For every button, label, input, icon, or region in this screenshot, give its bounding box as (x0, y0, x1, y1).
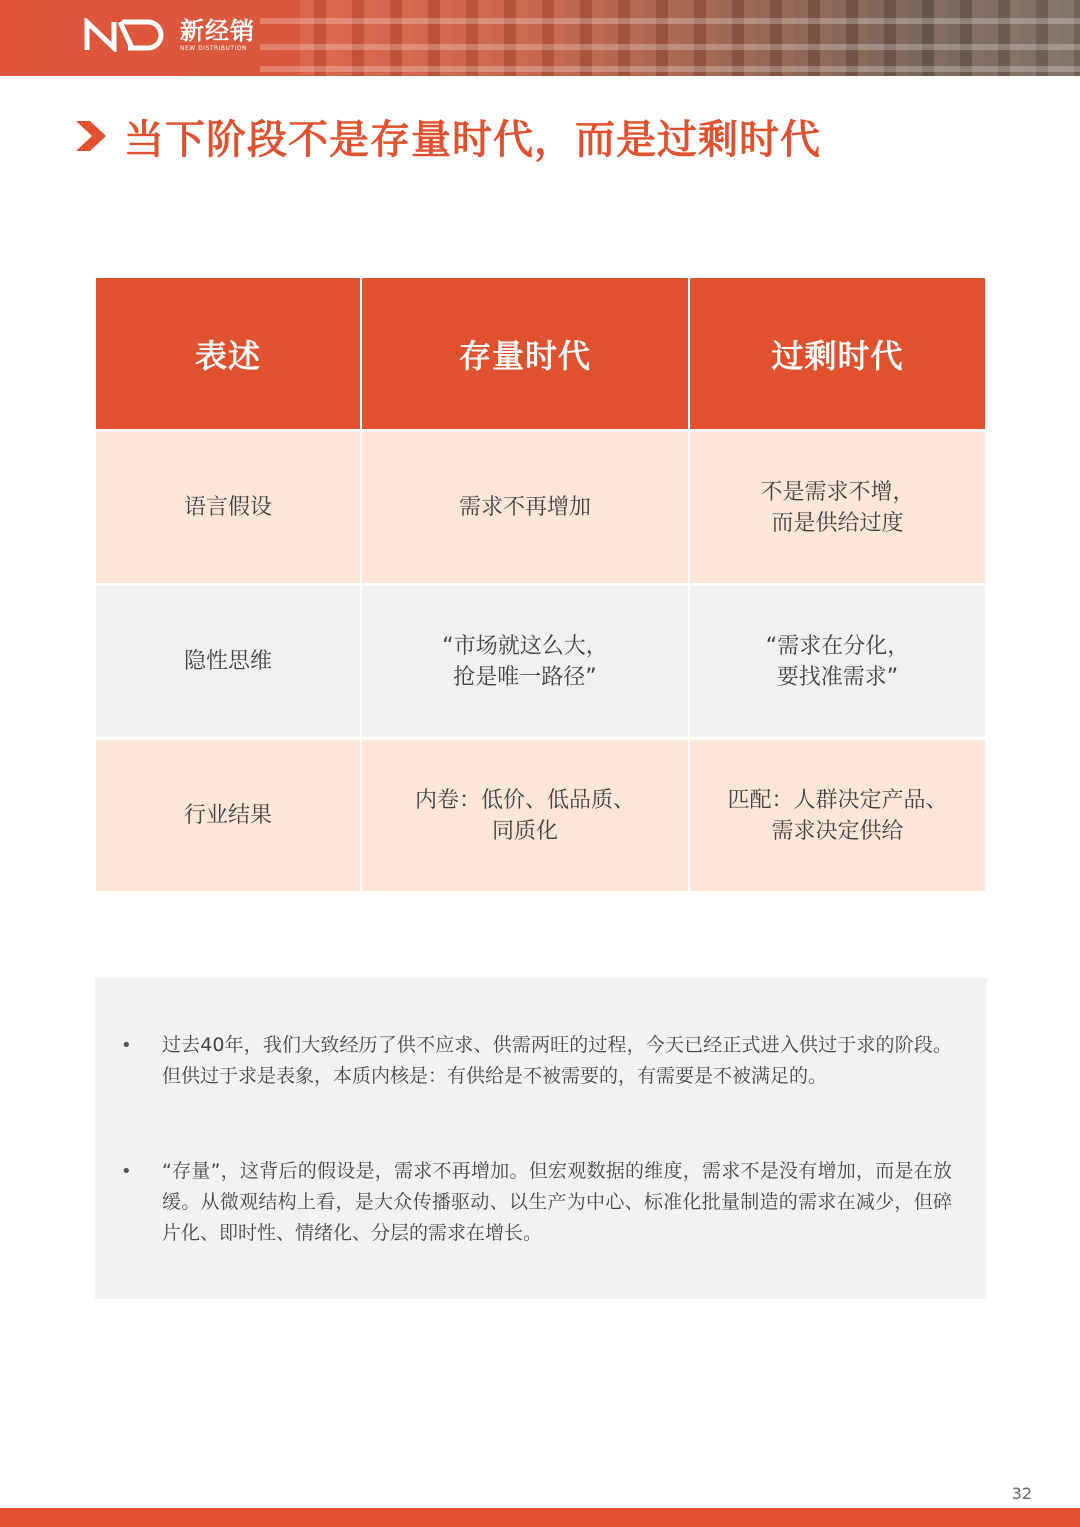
brand-logo (84, 18, 255, 52)
table-cell-surplus (690, 432, 985, 583)
cell-text: 不是需求不增， 而是供给过度 (760, 479, 915, 536)
page-title-row (74, 108, 821, 164)
header-banner (0, 0, 1080, 76)
cell-text: 需求不再增加 (458, 495, 591, 520)
bullet-icon: • (121, 1035, 132, 1056)
table-cell-stock (362, 586, 688, 737)
table-header-cell: 过剩时代 (690, 278, 985, 429)
table-cell-stock (362, 740, 688, 891)
notes-box (95, 978, 987, 1299)
table-cell-stock (362, 432, 688, 583)
comparison-table (96, 278, 985, 891)
cell-text: “市场就这么大， 抢是唯一路径” (442, 633, 608, 690)
cell-text: 匹配：人群决定产品、 需求决定供给 (727, 787, 948, 844)
footer-bar (0, 1508, 1080, 1527)
banner-shelf-photo (300, 0, 1080, 76)
note-text: “存量”，这背后的假设是，需求不再增加。但宏观数据的维度，需求不是没有增加，而是在放缓。从微观结构上看，是大众传播驱动、以生产为中心、标准化批量制造的需求在减少，但碎片化、即时性、情绪化、分层的需求在增长。 (162, 1160, 952, 1244)
cell-text: 行业结果 (183, 803, 272, 828)
table-cell-label (96, 432, 360, 583)
logo-text-group (180, 16, 255, 52)
cell-text: “需求在分化， 要找准需求” (765, 633, 910, 690)
cell-text: 语言假设 (183, 495, 272, 520)
table-cell-surplus (690, 740, 985, 891)
table-header-cell: 表述 (96, 278, 360, 429)
page-title: 当下阶段不是存量时代，而是过剩时代 (124, 116, 821, 163)
table-cell-surplus (690, 586, 985, 737)
table-cell-label (96, 586, 360, 737)
cell-text: 内卷：低价、低品质、 同质化 (414, 787, 635, 844)
page-number: 32 (1011, 1484, 1032, 1503)
table-cell-label (96, 740, 360, 891)
banner-shelf-line (260, 44, 1080, 50)
banner-shelf-line (260, 18, 1080, 24)
nd-logo-icon (84, 18, 172, 52)
cell-text: 隐性思维 (183, 649, 272, 674)
chevron-right-icon (74, 119, 108, 153)
logo-en: NEW DISTRIBUTION (180, 44, 248, 52)
logo-cn: 新经销 (180, 16, 255, 45)
banner-shelf-line (260, 66, 1080, 72)
table-header-cell: 存量时代 (362, 278, 688, 429)
bullet-icon: • (121, 1161, 132, 1182)
note-text: 过去40年，我们大致经历了供不应求、供需两旺的过程，今天已经正式进入供过于求的阶段。但供过于求是表象，本质内核是：有供给是不被需要的，有需要是不被满足的。 (162, 1034, 952, 1087)
